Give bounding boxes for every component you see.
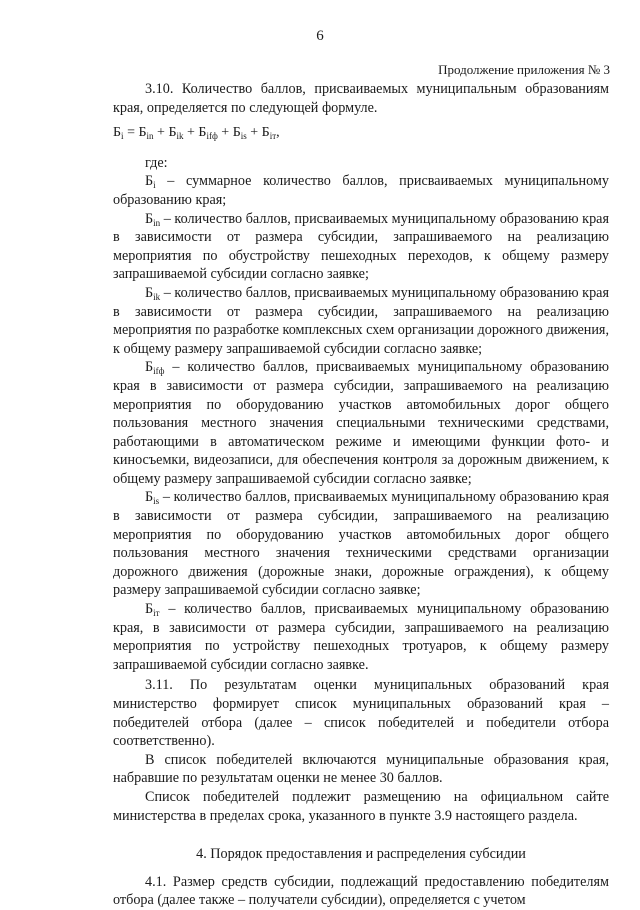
section-4-paragraph: 4.1. Размер средств субсидии, подлежащий предоставлению победителям отбора (далее также – получатели субсидии), определяется с учетом: [113, 873, 609, 909]
formula-lhs-sub: i: [121, 131, 124, 142]
section-3-10-intro: 3.10. Количество баллов, присваиваемых муниципальным образованиям края, определяется по следующей формуле.: [113, 81, 609, 116]
formula-term: $Б_{iт}$: [261, 125, 277, 142]
formula-term: $Б_{ik}$: [168, 125, 184, 142]
definition-paragraph: $Б_{is}$ – количество баллов, присваиваемых муниципальному образованию края в зависимости от размера субсидии, запрашиваемого на реализацию мероприятия по оборудованию участков автомобильных дорог общего пользования местного значения техническими средствами организации дорожного движения (дорожные знаки, дорожные ограждения), к общему размеру запрашиваемой субсидии согласно заявке;: [113, 489, 609, 599]
document-body: [113, 80, 609, 910]
formula-term: $Б_{ifф}$: [198, 125, 218, 142]
appendix-note: Продолжение приложения № 3: [438, 62, 610, 77]
page-number: 6: [316, 28, 324, 44]
definition-paragraph: $Б_{in}$ – количество баллов, присваиваемых муниципальному образованию края в зависимости от размера субсидии, запрашиваемого на реализацию мероприятия по обустройству пешеходных переходов, к общему размеру запрашиваемой субсидии согласно заявке;: [113, 210, 609, 283]
definition-paragraph: $Б_{iт}$ – количество баллов, присваиваемых муниципальному образованию края, в зависимости от размера субсидии, запрашиваемого на реализацию мероприятия по устройству пешеходных тротуаров, к общему размеру запрашиваемой субсидии согласно заявке.: [113, 601, 609, 673]
formula-term: $Б_{is}$: [232, 125, 247, 142]
definition-paragraph: $Б_{ik}$ – количество баллов, присваиваемых муниципальному образованию края в зависимости от размера субсидии, запрашиваемого на реализацию мероприятия по разработке комплексных схем организации дорожного движения, к общему размеру запрашиваемой субсидии согласно заявке;: [113, 284, 609, 357]
where-label: где:: [145, 154, 168, 171]
formula-lhs: Б: [113, 125, 122, 141]
definition-paragraph: $Б_{ifф}$ – количество баллов, присваиваемых муниципальному образованию края в зависимости от размера субсидии, запрашиваемого на реализацию мероприятия по оборудованию участков автомобильных дорог общего пользования местного значения специальными техническими средствами, работающими в автоматическом режиме и имеющими функции фото- и киносъемки, видеозаписи, для обеспечения контроля за дорожным движением, к общему размеру запрашиваемой субсидии согласно заявке;: [113, 359, 609, 487]
section-4-heading: 4. Порядок предоставления и распределения субсидии: [196, 846, 526, 863]
score-formula: $Б_i = Б_{in} + Б_{ik} + Б_{ifф} + Б_{is} + Б_{iт}$,: [113, 125, 280, 142]
section-3-11-paragraph: В список победителей включаются муниципальные образования края, набравшие по результатам оценки не менее 30 баллов.: [113, 751, 609, 787]
formula-term: $Б_{in}$: [138, 125, 154, 142]
section-3-11-paragraph: Список победителей подлежит размещению на официальном сайте министерства в пределах срока, указанного в пункте 3.9 настоящего раздела.: [113, 788, 609, 824]
section-3-11-paragraph: 3.11. По результатам оценки муниципальных образований края министерство формирует список муниципальных образований края – победителей отбора (далее – список победителей и победители отбора соответственно).: [113, 677, 609, 750]
definition-paragraph: $Б_i$ – суммарное количество баллов, присваиваемых муниципальному образованию края;: [113, 173, 609, 208]
